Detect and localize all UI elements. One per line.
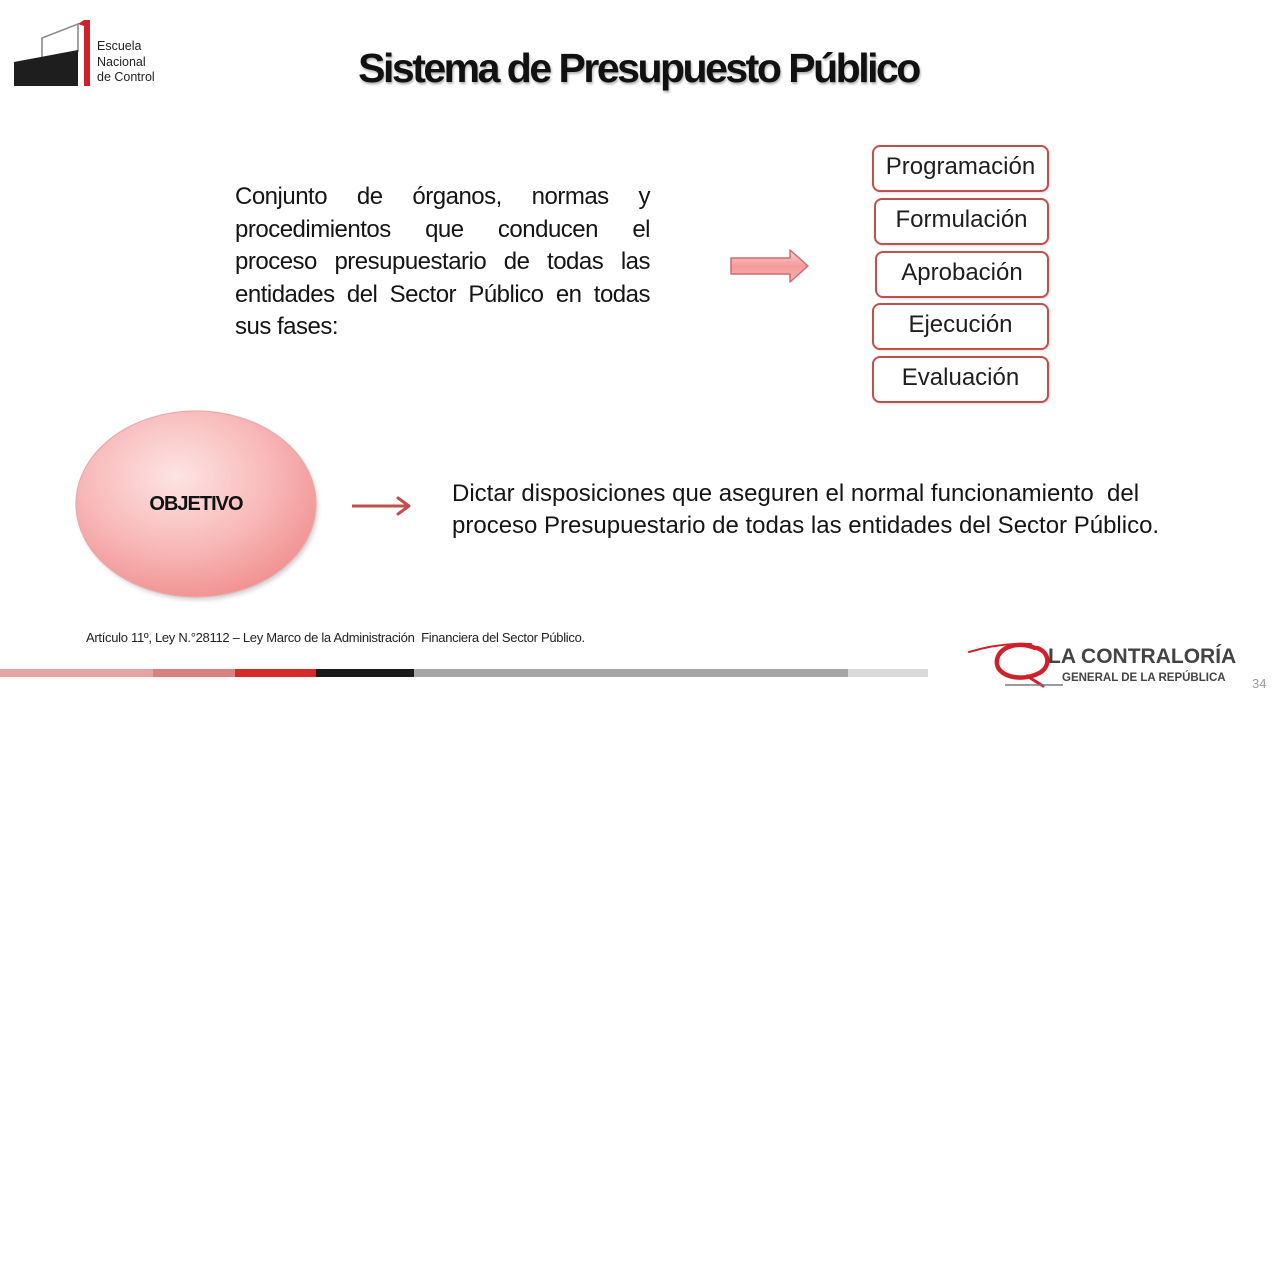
phase-box-evaluacion [872, 356, 1049, 403]
page-number: 34 [1252, 676, 1267, 691]
phase-box-aprobacion [875, 251, 1049, 298]
footer-bar-segment [153, 669, 235, 677]
arrow-right-icon [348, 494, 416, 518]
block-arrow-right-icon [728, 248, 812, 286]
page-title: Sistema de Presupuesto Público [358, 45, 919, 91]
legal-citation: Artículo 11º, Ley N.°28112 – Ley Marco de la Administración Financiera del Sector Público. [86, 630, 585, 645]
footer-bar-segment [316, 669, 414, 677]
phase-label: Aprobación [901, 258, 1023, 286]
footer-bar-segment [235, 669, 316, 677]
school-logo-line: Nacional [97, 54, 146, 69]
footer-bar-segment [0, 669, 153, 677]
school-logo-line: Escuela [97, 39, 142, 53]
phase-label: Evaluación [901, 363, 1020, 391]
phase-label: Formulación [895, 205, 1028, 233]
footer-bar-segment [848, 669, 928, 677]
objective-description [452, 478, 1159, 542]
phase-label: Programación [885, 152, 1036, 180]
phase-box-ejecucion [872, 303, 1049, 350]
phase-box-formulacion [874, 198, 1049, 245]
contraloria-logo-name: LA CONTRALORÍA [1048, 645, 1237, 668]
school-logo-line: de Control [97, 70, 155, 84]
phase-box-programacion [872, 145, 1049, 192]
contraloria-logo-subtitle: GENERAL DE LA REPÚBLICA [1062, 672, 1226, 684]
footer-color-bar [0, 669, 928, 677]
phase-label: Ejecución [908, 310, 1013, 338]
objective-label: OBJETIVO [149, 493, 243, 515]
footer-bar-segment [414, 669, 848, 677]
system-description: Conjunto de órganos, normas y procedimientos que conducen el proceso presupuestario de todas las entidades del Sector Público en todas sus fases: [235, 183, 650, 340]
objective-text-line: Dictar disposiciones que aseguren el normal funcionamiento del [452, 480, 1140, 507]
objective-text-line: proceso Presupuestario de todas las entidades del Sector Público. [452, 512, 1160, 539]
